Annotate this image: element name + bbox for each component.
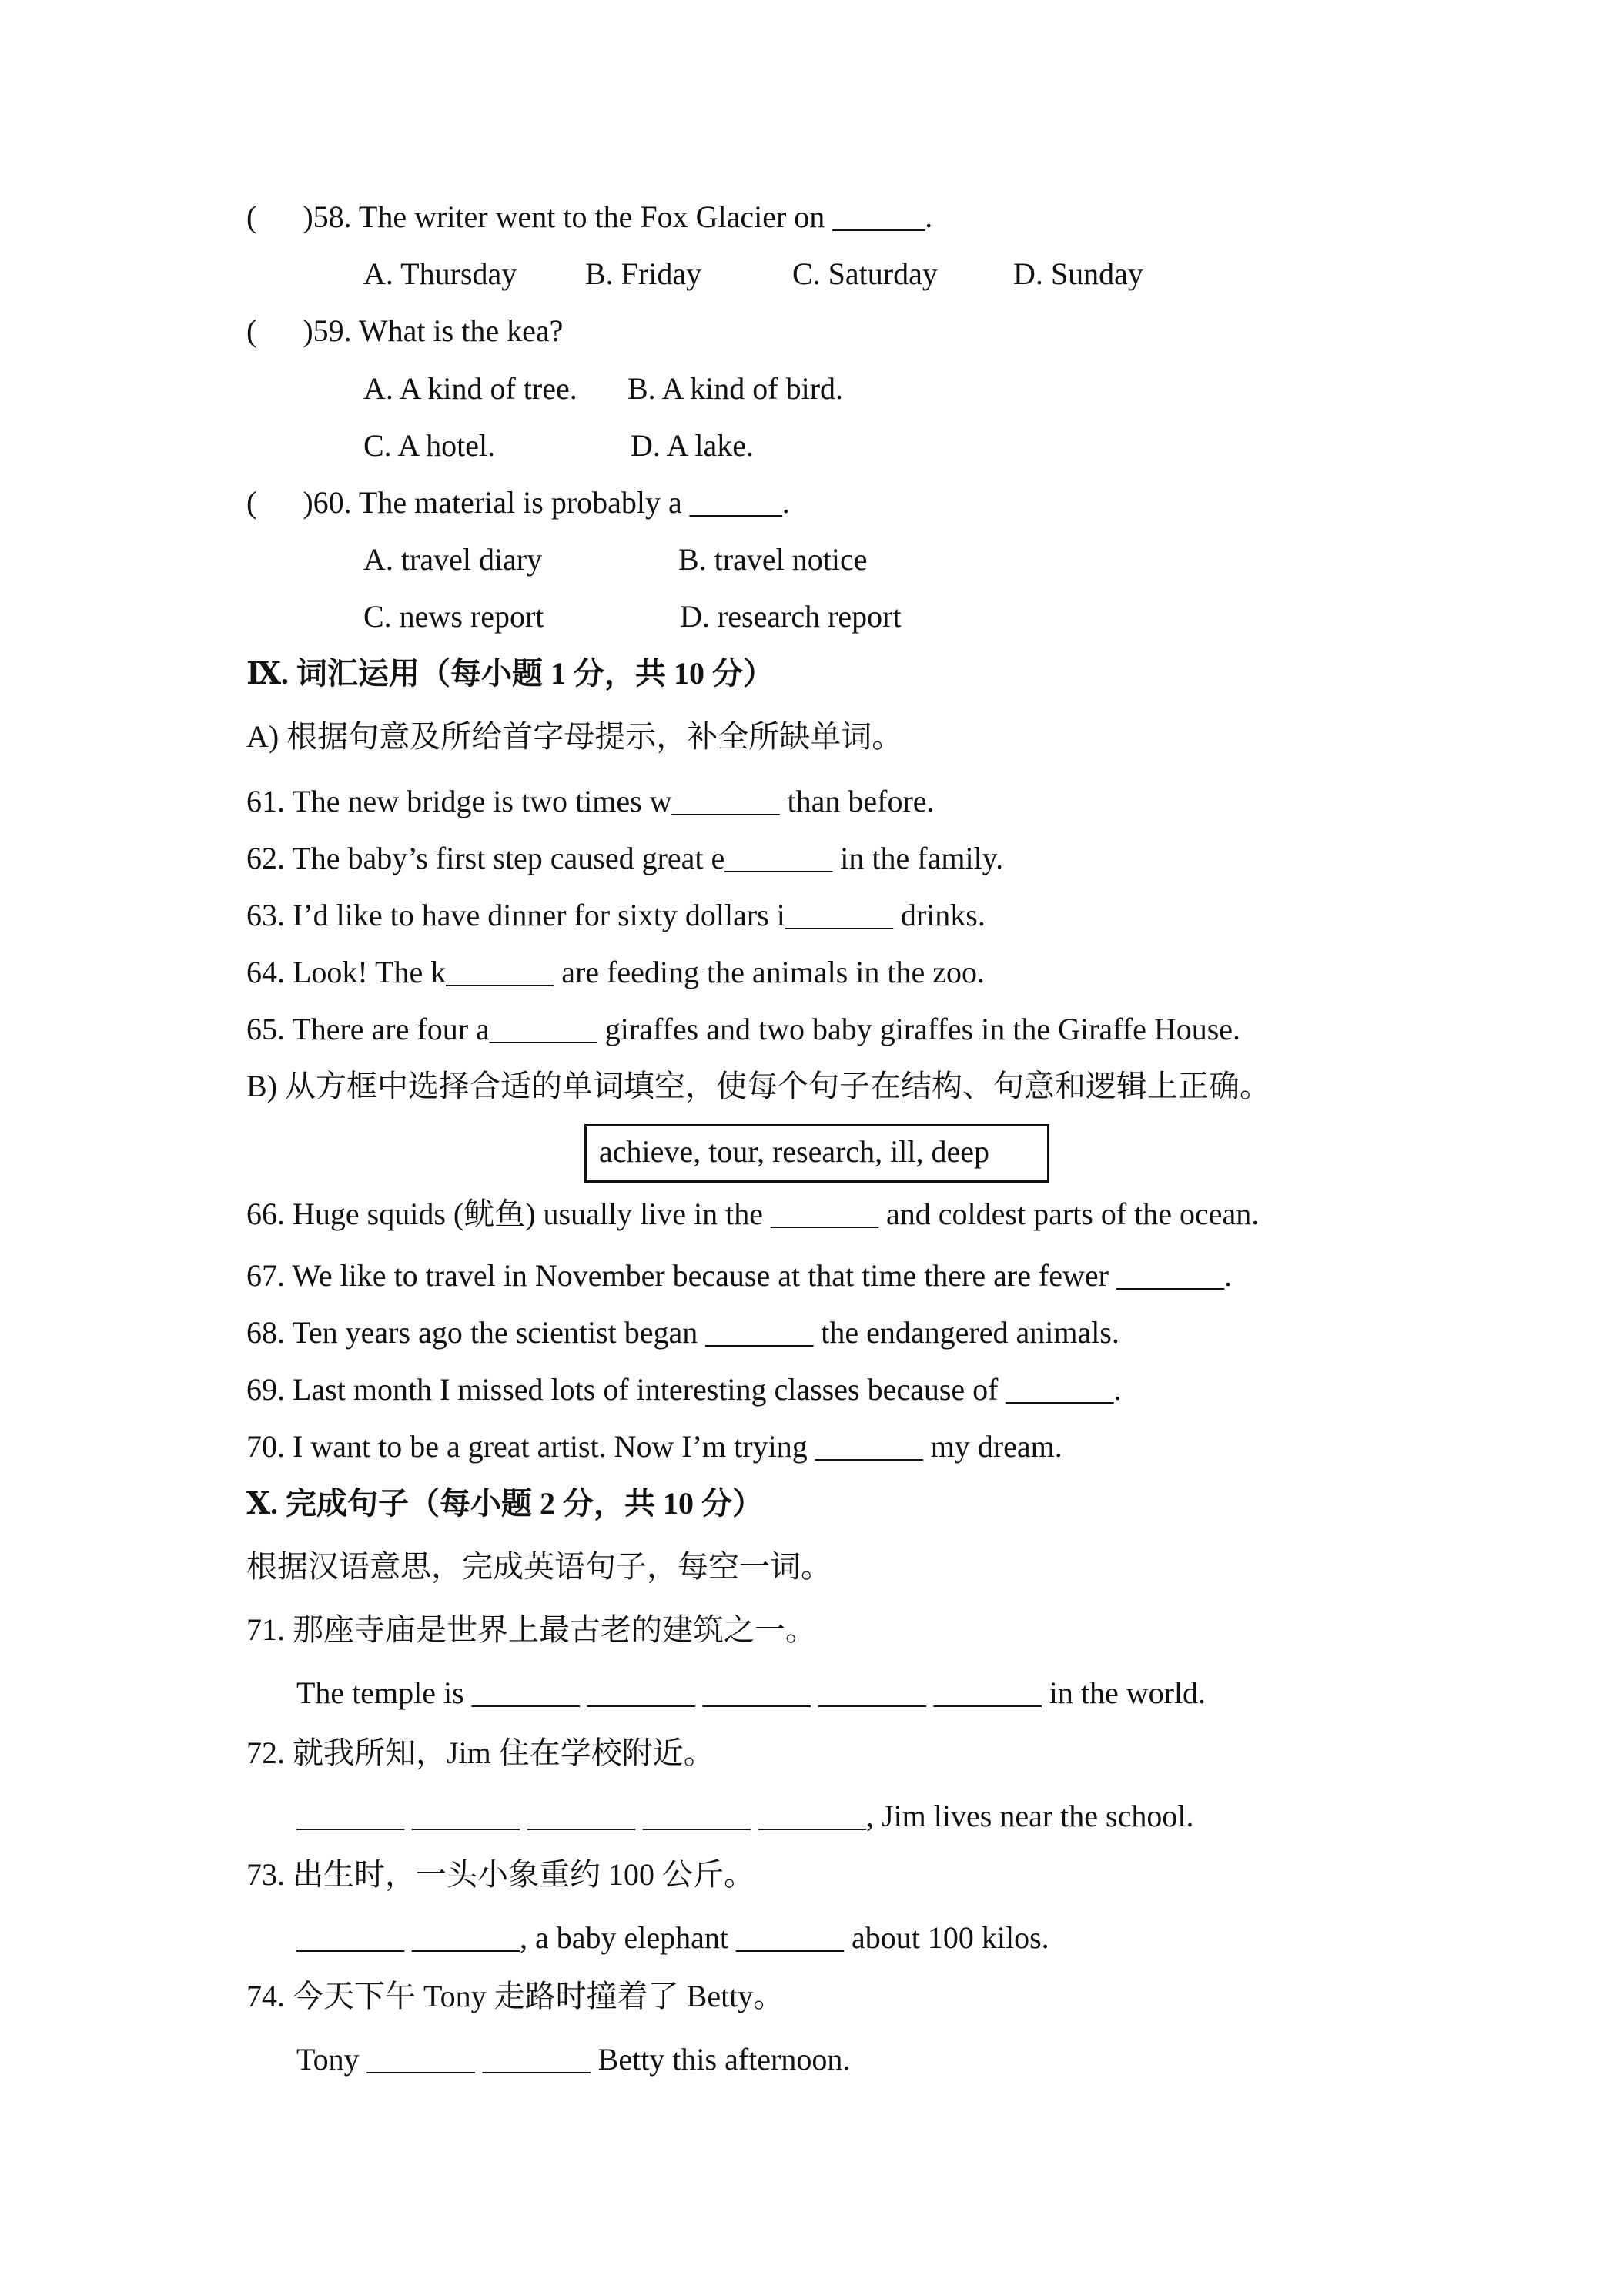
item-71-chinese: 71. 那座寺庙是世界上最古老的建筑之一。: [246, 1612, 816, 1647]
q60-option-d: D. research report: [680, 599, 902, 634]
section-10-heading: Ⅹ. 完成句子（每小题 2 分，共 10 分）: [246, 1486, 764, 1521]
item-61: 61. The new bridge is two times w_______ than before.: [246, 784, 935, 818]
question-60-stem: ( )60. The material is probably a ______.: [246, 485, 790, 520]
item-64: 64. Look! The k_______ are feeding the animals in the zoo.: [246, 955, 986, 989]
item-73-chinese: 73. 出生时，一头小象重约 100 公斤。: [246, 1857, 755, 1892]
section-9-heading: Ⅸ. 词汇运用（每小题 1 分，共 10 分）: [246, 656, 775, 691]
question-59-stem: ( )59. What is the kea?: [246, 313, 564, 348]
item-62: 62. The baby’s first step caused great e_______ in the family.: [246, 841, 1004, 875]
item-68: 68. Ten years ago the scientist began _______ the endangered animals.: [246, 1315, 1119, 1350]
item-74-english: Tony _______ _______ Betty this afternoon.: [296, 2042, 851, 2077]
q58-option-c: C. Saturday: [792, 256, 938, 291]
item-74-chinese: 74. 今天下午 Tony 走路时撞着了 Betty。: [246, 1979, 785, 2013]
q59-option-d: D. A lake.: [631, 428, 754, 463]
q59-option-b: B. A kind of bird.: [627, 371, 844, 406]
q60-option-b: B. travel notice: [678, 542, 868, 577]
item-70: 70. I want to be a great artist. Now I’m trying _______ my dream.: [246, 1429, 1062, 1464]
question-58-stem: ( )58. The writer went to the Fox Glacier on ______.: [246, 199, 933, 234]
section-10-instruction: 根据汉语意思，完成英语句子，每空一词。: [246, 1549, 832, 1584]
item-72-english: _______ _______ _______ _______ _______, Jim lives near the school.: [296, 1799, 1194, 1833]
item-63: 63. I’d like to have dinner for sixty dollars i_______ drinks.: [246, 898, 986, 932]
item-69: 69. Last month I missed lots of interesting classes because of _______.: [246, 1372, 1122, 1407]
item-67: 67. We like to travel in November because at that time there are fewer _______.: [246, 1258, 1232, 1293]
item-72-chinese: 72. 就我所知，Jim 住在学校附近。: [246, 1735, 714, 1770]
q58-option-a: A. Thursday: [363, 256, 517, 291]
section-9-part-b-instruction: B) 从方框中选择合适的单词填空，使每个句子在结构、句意和逻辑上正确。: [246, 1069, 1270, 1103]
q60-option-c: C. news report: [363, 599, 544, 634]
q58-option-d: D. Sunday: [1013, 256, 1143, 291]
q60-option-a: A. travel diary: [363, 542, 543, 577]
word-box-text: achieve, tour, research, ill, deep: [599, 1134, 990, 1169]
item-73-english: _______ _______, a baby elephant _______ about 100 kilos.: [296, 1920, 1049, 1955]
item-65: 65. There are four a_______ giraffes and two baby giraffes in the Giraffe House.: [246, 1012, 1241, 1046]
q58-option-b: B. Friday: [585, 256, 702, 291]
word-box: [584, 1124, 1049, 1183]
q59-option-c: C. A hotel.: [363, 428, 496, 463]
item-71-english: The temple is _______ _______ _______ _______ _______ in the world.: [296, 1675, 1206, 1710]
q59-option-a: A. A kind of tree.: [363, 371, 577, 406]
section-9-part-a-instruction: A) 根据句意及所给首字母提示，补全所缺单词。: [246, 719, 903, 754]
item-66: 66. Huge squids (鱿鱼) usually live in the _______ and coldest parts of the ocean.: [246, 1197, 1260, 1231]
